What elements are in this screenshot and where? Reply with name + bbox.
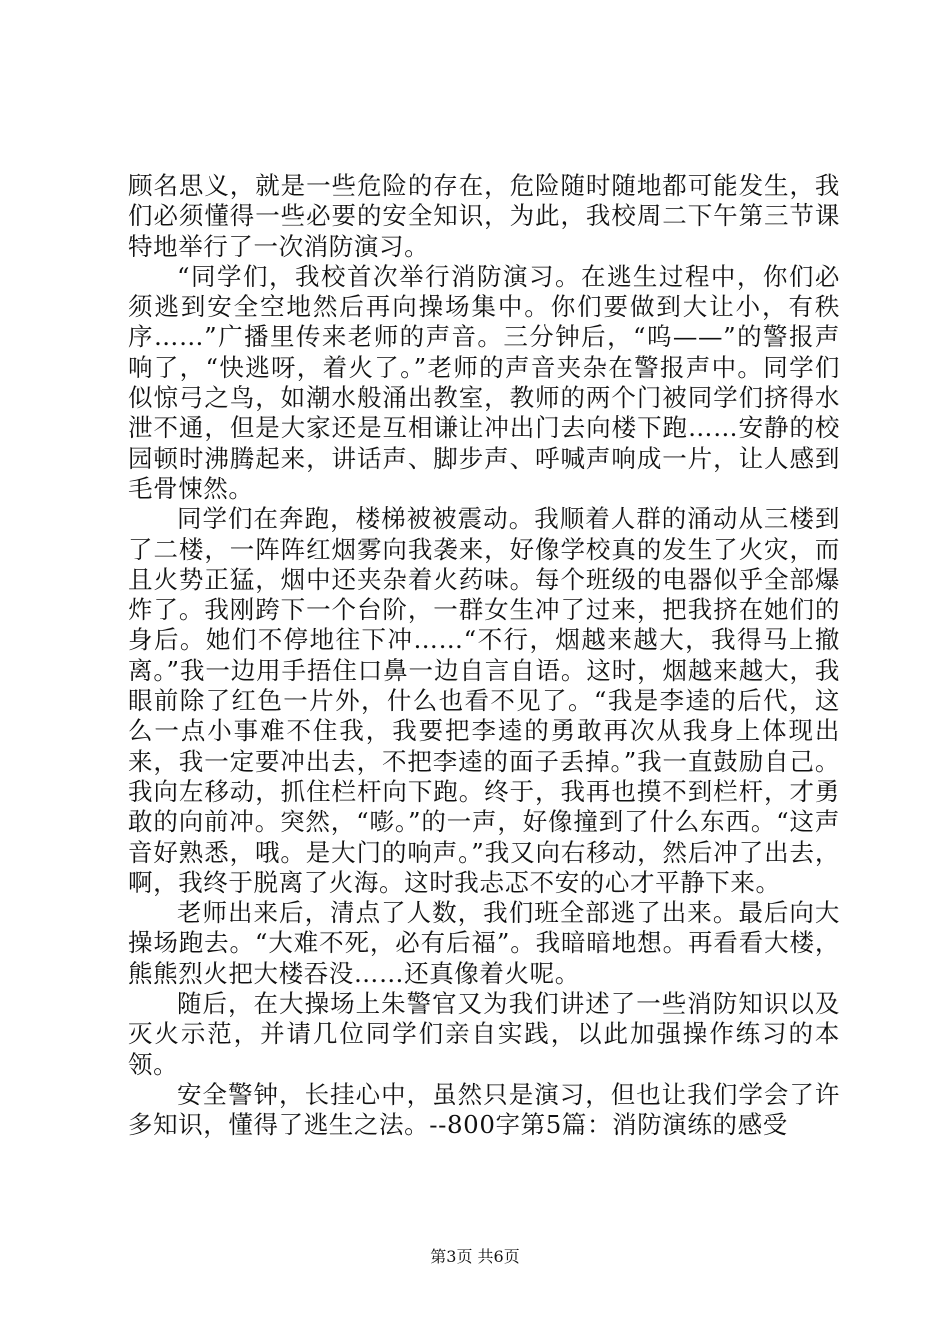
paragraph-2: “同学们，我校首次举行消防演习。在逃生过程中，你们必须逃到安全空地然后再向操场集中。你们要做到大让小，有秩序……”广播里传来老师的声音。三分钟后，“呜——”的警报声响了，“快逃呀，着火了。”老师的声音夹杂在警报声中。同学们似惊弓之鸟，如潮水般涌出教室，教师的两个门被同学们挤得水泄不通，但是大家还是互相谦让冲出门去向楼下跑……安静的校园顿时沸腾起来，讲话声、脚步声、呼喊声响成一片，让人感到毛骨悚然。 (128, 261, 840, 503)
paragraph-3: 同学们在奔跑，楼梯被被震动。我顺着人群的涌动从三楼到了二楼，一阵阵红烟雾向我袭来，好像学校真的发生了火灾，而且火势正猛，烟中还夹杂着火药味。每个班级的电器似乎全部爆炸了。我刚跨下一个台阶，一群女生冲了过来，把我挤在她们的身后。她们不停地往下冲……“不行，烟越来越大，我得马上撤离。”我一边用手捂住口鼻一边自言自语。这时，烟越来越大，我眼前除了红色一片外，什么也看不见了。“我是李逵的后代，这么一点小事难不住我，我要把李逵的勇敢再次从我身上体现出来，我一定要冲出去，不把李逵的面子丢掉。”我一直鼓励自己。我向左移动，抓住栏杆向下跑。终于，我再也摸不到栏杆，才勇敢的向前冲。突然，“嘭。”的一声，好像撞到了什么东西。“这声音好熟悉，哦。是大门的响声。”我又向右移动，然后冲了出去，啊，我终于脱离了火海。这时我忐忑不安的心才平静下来。 (128, 504, 840, 897)
page-number-footer: 第3页 共6页 (430, 1247, 520, 1266)
paragraph-5: 随后，在大操场上朱警官又为我们讲述了一些消防知识以及灭火示范，并请几位同学们亲自实践，以此加强操作练习的本领。 (128, 989, 840, 1079)
paragraph-4: 老师出来后，清点了人数，我们班全部逃了出来。最后向大操场跑去。“大难不死，必有后福”。我暗暗地想。再看看大楼，熊熊烈火把大楼吞没……还真像着火呢。 (128, 898, 840, 988)
paragraph-6: 安全警钟，长挂心中，虽然只是演习，但也让我们学会了许多知识，懂得了逃生之法。--800字第5篇：消防演练的感受 (128, 1079, 840, 1140)
document-body (128, 171, 840, 1141)
paragraph-1: 顾名思义，就是一些危险的存在，危险随时随地都可能发生，我们必须懂得一些必要的安全知识，为此，我校周二下午第三节课特地举行了一次消防演习。 (128, 171, 840, 261)
